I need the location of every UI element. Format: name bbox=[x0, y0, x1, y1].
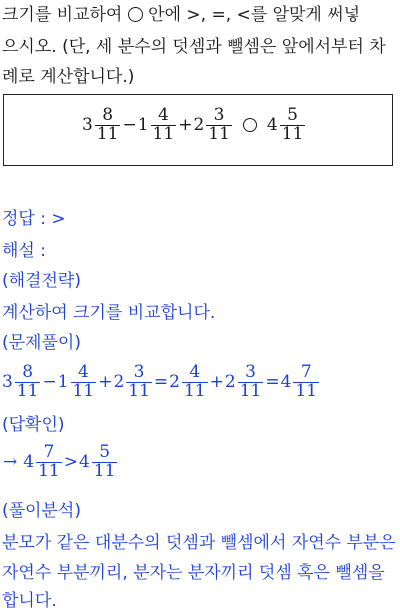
term2-fraction bbox=[151, 107, 177, 144]
calc-f-denominator: 11 bbox=[295, 380, 318, 401]
question-line-2: 으시오. (단, 세 분수의 덧셈과 뺄셈은 앞에서부터 차 bbox=[2, 37, 386, 57]
term3-denominator: 11 bbox=[208, 123, 230, 144]
problem-title: (문제풀이) bbox=[2, 333, 81, 353]
calc-a-denominator: 11 bbox=[16, 380, 39, 401]
calc-d-denominator: 11 bbox=[183, 380, 206, 401]
check-left-denominator: 11 bbox=[38, 460, 60, 481]
answer-label: 정답 : > bbox=[2, 209, 66, 229]
term1-denominator: 11 bbox=[96, 123, 119, 144]
analysis-line-3: 합니다. bbox=[2, 591, 57, 611]
calc-d-whole: 2 bbox=[169, 372, 180, 393]
analysis-line-1: 분모가 같은 대분수의 덧셈과 뺄셈에서 자연수 부분은 bbox=[2, 533, 396, 553]
calc-d-fraction bbox=[182, 364, 208, 401]
calc-c-denominator: 11 bbox=[128, 380, 150, 401]
term2-denominator: 11 bbox=[152, 123, 175, 144]
expression-box bbox=[3, 94, 393, 166]
analysis-line-2: 자연수 부분끼리, 분자는 분자끼리 덧셈 혹은 뺄셈을 bbox=[2, 563, 385, 583]
calc-equals-1: = bbox=[153, 372, 169, 393]
calc-d-numerator: 4 bbox=[189, 362, 201, 382]
calc-b-numerator: 4 bbox=[77, 362, 89, 382]
calc-b-whole: 1 bbox=[57, 372, 69, 393]
calc-minus: − bbox=[42, 372, 57, 393]
question-text-b: 안에 >, =, <를 알맞게 써넣 bbox=[148, 5, 361, 25]
term2-whole: 1 bbox=[137, 115, 149, 136]
rhs-denominator: 11 bbox=[281, 123, 304, 144]
strategy-title: (해결전략) bbox=[2, 271, 81, 291]
check-right-fraction bbox=[92, 444, 118, 481]
check-left-fraction bbox=[36, 444, 62, 481]
plus-operator: + bbox=[178, 115, 193, 136]
calc-b-fraction bbox=[71, 364, 97, 401]
term3-whole: 2 bbox=[193, 115, 205, 136]
calc-e-whole: 2 bbox=[224, 372, 236, 393]
term1-numerator: 8 bbox=[102, 105, 114, 125]
term3-numerator: 3 bbox=[213, 105, 225, 125]
arrow-icon: → bbox=[3, 452, 18, 473]
calc-e-denominator: 11 bbox=[239, 380, 262, 401]
calculation-expression bbox=[2, 364, 320, 401]
minus-operator: − bbox=[122, 115, 137, 136]
question-line-3: 례로 계산합니다.) bbox=[2, 67, 135, 87]
calc-f-numerator: 7 bbox=[300, 362, 312, 382]
calc-c-whole: 2 bbox=[113, 372, 125, 393]
rhs-whole: 4 bbox=[266, 115, 278, 136]
strategy-text: 계산하여 크기를 비교합니다. bbox=[2, 303, 216, 323]
calc-a-numerator: 8 bbox=[22, 362, 34, 382]
calc-b-denominator: 11 bbox=[72, 380, 95, 401]
term1-whole: 3 bbox=[82, 115, 93, 136]
check-right-numerator: 5 bbox=[99, 442, 111, 462]
check-expression bbox=[2, 444, 118, 481]
calc-c-fraction bbox=[126, 364, 152, 401]
check-title: (답확인) bbox=[2, 415, 65, 435]
calc-a-whole: 3 bbox=[2, 372, 13, 393]
calc-e-numerator: 3 bbox=[245, 362, 256, 382]
calc-e-fraction bbox=[238, 364, 264, 401]
rhs-numerator: 5 bbox=[287, 105, 298, 125]
term3-fraction bbox=[206, 107, 232, 144]
calc-c-numerator: 3 bbox=[133, 362, 145, 382]
check-left-numerator: 7 bbox=[43, 442, 55, 462]
question-line-1 bbox=[2, 2, 360, 28]
calc-plus-1: + bbox=[98, 372, 113, 393]
calc-plus-2: + bbox=[209, 372, 224, 393]
check-right-whole: 4 bbox=[78, 452, 90, 473]
comparison-expression bbox=[82, 107, 306, 144]
term1-fraction bbox=[95, 107, 121, 144]
check-right-denominator: 11 bbox=[93, 460, 116, 481]
blank-circle-icon bbox=[128, 7, 143, 22]
greater-than-sign: > bbox=[63, 452, 78, 473]
calc-equals-2: = bbox=[265, 372, 280, 393]
rhs-fraction bbox=[280, 107, 306, 144]
calc-f-fraction bbox=[293, 364, 319, 401]
solution-header: 해설 : bbox=[2, 241, 46, 261]
check-left-whole: 4 bbox=[23, 452, 35, 473]
term2-numerator: 4 bbox=[157, 105, 169, 125]
question-text-a: 크기를 비교하여 bbox=[2, 5, 123, 25]
calc-a-fraction bbox=[15, 364, 41, 401]
analysis-title: (풀이분석) bbox=[2, 501, 81, 521]
answer-blank-circle-icon[interactable] bbox=[243, 118, 257, 132]
calc-f-whole: 4 bbox=[280, 372, 292, 393]
